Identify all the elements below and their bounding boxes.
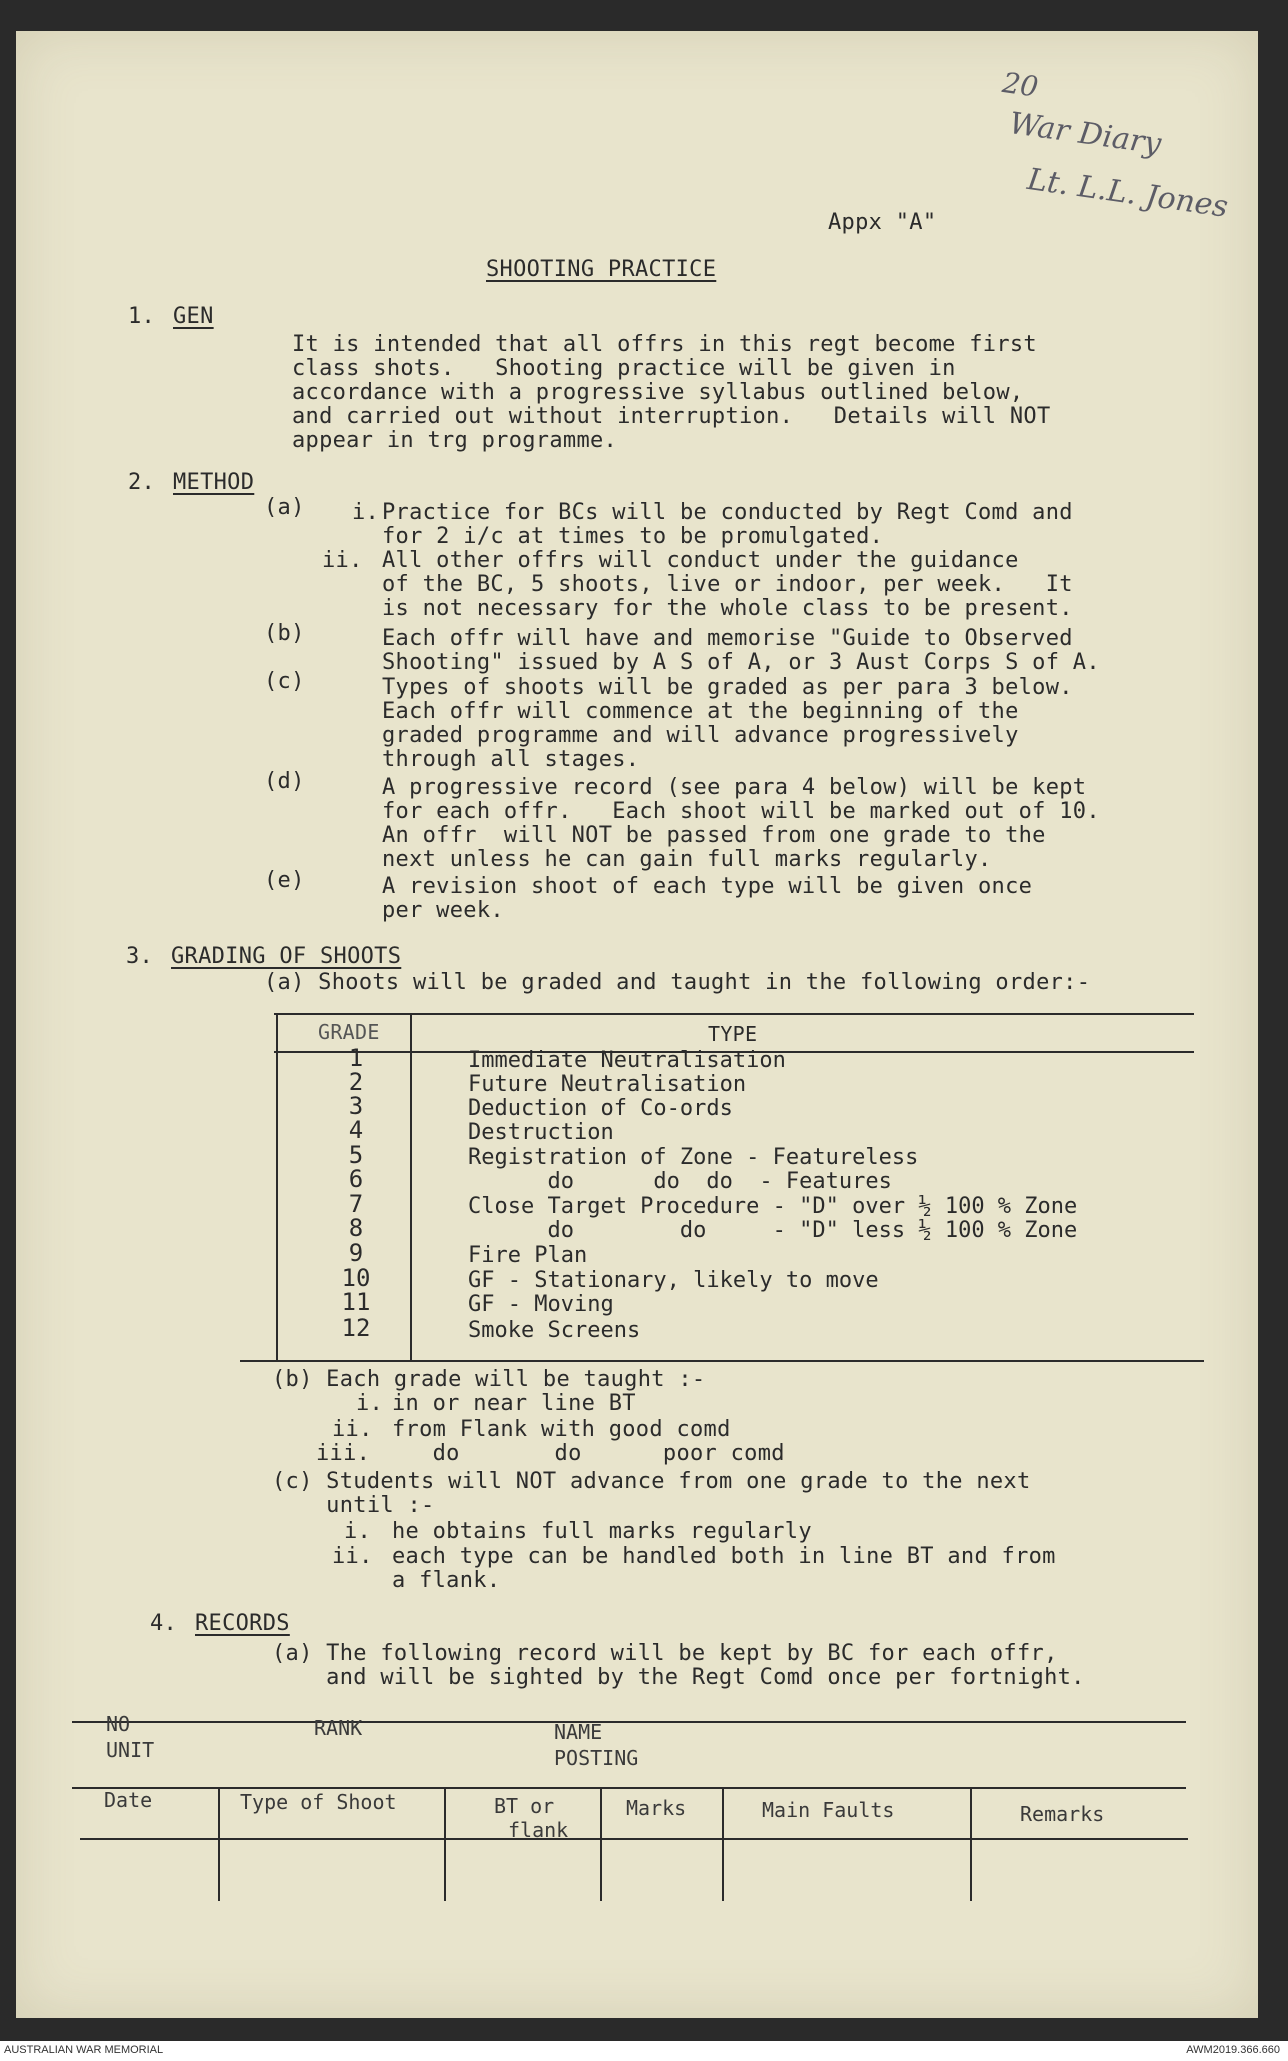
shoot-type: do do - "D" less ½ 100 % Zone (468, 1218, 1078, 1243)
section-heading-gen: GEN (173, 304, 214, 329)
shoot-type: Future Neutralisation (468, 1072, 747, 1097)
grading-a-text: (a) Shoots will be graded and taught in the following order:- (264, 970, 1091, 995)
grade-number: 7 (348, 1190, 364, 1218)
shoot-type: GF - Moving (468, 1292, 614, 1317)
grade-number: 2 (348, 1068, 364, 1096)
method-b-line: Each offr will have and memorise "Guide to Observed (382, 626, 1073, 651)
appendix-label: Appx "A" (828, 210, 937, 235)
form-header-top-rule (72, 1787, 1186, 1789)
records-line: and will be sighted by the Regt Comd once per fortnight. (272, 1665, 1085, 1690)
grading-b-item-text: do do poor comd (392, 1441, 785, 1466)
section-heading-records: RECORDS (195, 1611, 290, 1636)
form-unit-label: UNIT (106, 1738, 155, 1762)
shoot-type: Destruction (468, 1120, 614, 1145)
grading-c-text2: until :- (272, 1493, 435, 1518)
form-col-marks: Marks (626, 1796, 687, 1820)
method-c-label: (c) (264, 669, 305, 694)
table-divider-rule (410, 1013, 412, 1362)
table-bottom-rule (240, 1360, 1204, 1362)
grading-b-item-label: i. (356, 1391, 384, 1416)
method-d-line: A progressive record (see para 4 below) will be kept (382, 775, 1087, 800)
method-a-ii-line: All other offrs will conduct under the guidance (382, 548, 1019, 573)
section-number-records: 4. (150, 1611, 178, 1636)
grade-number: 9 (348, 1239, 364, 1267)
gen-line: class shots. Shooting practice will be given in (292, 356, 956, 381)
method-a-ii-line: of the BC, 5 shoots, live or indoor, per week. It (382, 572, 1073, 597)
form-col-rule (444, 1789, 446, 1901)
form-col-bt-or: BT or (494, 1794, 555, 1818)
grade-number: 1 (348, 1044, 364, 1072)
gen-line: It is intended that all offrs in this regt become first (292, 332, 1037, 357)
grading-b-item-text: in or near line BT (392, 1391, 636, 1416)
shoot-type: GF - Stationary, likely to move (468, 1268, 879, 1293)
grading-c-item-label: ii. (332, 1544, 373, 1569)
shoot-type: do do do - Features (468, 1169, 892, 1194)
gen-line: accordance with a progressive syllabus outlined below, (292, 380, 1024, 405)
table-left-rule (276, 1013, 278, 1362)
grade-number: 12 (341, 1314, 371, 1342)
grading-c-item-label: i. (344, 1519, 372, 1544)
grading-c-item-text: a flank. (392, 1568, 501, 1593)
shoot-type: Smoke Screens (468, 1318, 641, 1343)
form-col-rule (722, 1789, 724, 1901)
method-c-line: Each offr will commence at the beginning of the (382, 699, 1019, 724)
grade-number: 3 (348, 1092, 364, 1120)
grade-number: 11 (341, 1288, 371, 1316)
handwritten-number: 20 (1000, 66, 1041, 104)
section-number-grading: 3. (126, 944, 154, 969)
document-page (16, 31, 1258, 2018)
grade-number: 4 (348, 1116, 364, 1144)
grading-b-item-label: iii. (316, 1441, 371, 1466)
section-heading-grading: GRADING OF SHOOTS (171, 944, 402, 969)
method-c-line: through all stages. (382, 747, 640, 772)
grade-number: 8 (348, 1214, 364, 1242)
method-d-line: for each offr. Each shoot will be marked out of 10. (382, 799, 1100, 824)
table-header-grade: GRADE (318, 1020, 380, 1044)
method-b-label: (b) (264, 621, 305, 646)
method-d-label: (d) (264, 769, 305, 794)
form-col-type-of-shoot: Type of Shoot (240, 1790, 397, 1814)
method-e-line: A revision shoot of each type will be given once (382, 874, 1033, 899)
form-posting-label: POSTING (554, 1746, 639, 1770)
method-c-line: graded programme and will advance progressively (382, 723, 1019, 748)
method-a-label: (a) (264, 495, 305, 520)
gen-line: and carried out without interruption. Details will NOT (292, 404, 1051, 429)
method-d-line: next unless he can gain full marks regularly. (382, 847, 992, 872)
grading-c-item-text: each type can be handled both in line BT and from (392, 1544, 1056, 1569)
form-top-rule (72, 1721, 1186, 1723)
handwritten-signature: Lt. L.L. Jones (1025, 162, 1231, 225)
grade-number: 5 (348, 1141, 364, 1169)
shoot-type: Registration of Zone - Featureless (468, 1145, 919, 1170)
footer-archive-name: AUSTRALIAN WAR MEMORIAL (4, 2044, 164, 2056)
form-col-rule (970, 1789, 972, 1901)
method-a-i-label: i. (352, 500, 380, 525)
method-e-line: per week. (382, 898, 504, 923)
shoot-type: Deduction of Co-ords (468, 1096, 733, 1121)
form-col-date: Date (104, 1788, 153, 1812)
method-a-i-line: Practice for BCs will be conducted by Regt Comd and (382, 500, 1073, 525)
form-no-label: NO (106, 1712, 131, 1736)
method-a-i-line: for 2 i/c at times to be promulgated. (382, 524, 884, 549)
handwritten-war-diary: War Diary (1007, 106, 1164, 162)
page-title: SHOOTING PRACTICE (486, 257, 717, 282)
grading-b-item-text: from Flank with good comd (392, 1417, 731, 1442)
grading-b-text: (b) Each grade will be taught :- (272, 1367, 706, 1392)
form-col-main-faults: Main Faults (762, 1798, 895, 1822)
grade-number: 6 (348, 1165, 364, 1193)
method-a-ii-label: ii. (322, 548, 363, 573)
section-number-method: 2. (128, 470, 156, 495)
records-line: (a) The following record will be kept by BC for each offr, (272, 1641, 1058, 1666)
section-heading-method: METHOD (173, 470, 255, 495)
footer-accession-number: AWM2019.366.660 (1186, 2044, 1280, 2056)
table-header-type: TYPE (708, 1022, 758, 1046)
method-e-label: (e) (264, 868, 305, 893)
method-c-line: Types of shoots will be graded as per para 3 below. (382, 675, 1073, 700)
gen-line: appear in trg programme. (292, 428, 618, 453)
archive-footer (0, 2041, 1288, 2061)
grading-c-text: (c) Students will NOT advance from one grade to the next (272, 1469, 1031, 1494)
method-d-line: An offr will NOT be passed from one grade to the (382, 823, 1046, 848)
shoot-type: Fire Plan (468, 1243, 588, 1268)
section-number-gen: 1. (128, 304, 156, 329)
form-rank-label: RANK (314, 1716, 363, 1740)
form-header-bottom-rule (80, 1838, 1188, 1840)
method-b-line: Shooting" issued by A S of A, or 3 Aust Corps S of A. (382, 650, 1100, 675)
form-col-rule (218, 1789, 220, 1901)
grade-number: 10 (341, 1264, 371, 1292)
table-top-rule (274, 1013, 1194, 1015)
form-name-label: NAME (554, 1720, 603, 1744)
shoot-type: Immediate Neutralisation (468, 1048, 786, 1073)
form-col-remarks: Remarks (1020, 1802, 1105, 1826)
grading-b-item-label: ii. (332, 1417, 373, 1442)
grading-c-item-text: he obtains full marks regularly (392, 1519, 812, 1544)
method-a-ii-line: is not necessary for the whole class to be present. (382, 596, 1073, 621)
form-col-flank: flank (508, 1818, 569, 1842)
shoot-type: Close Target Procedure - "D" over ½ 100 % Zone (468, 1194, 1078, 1219)
form-col-rule (600, 1789, 602, 1901)
